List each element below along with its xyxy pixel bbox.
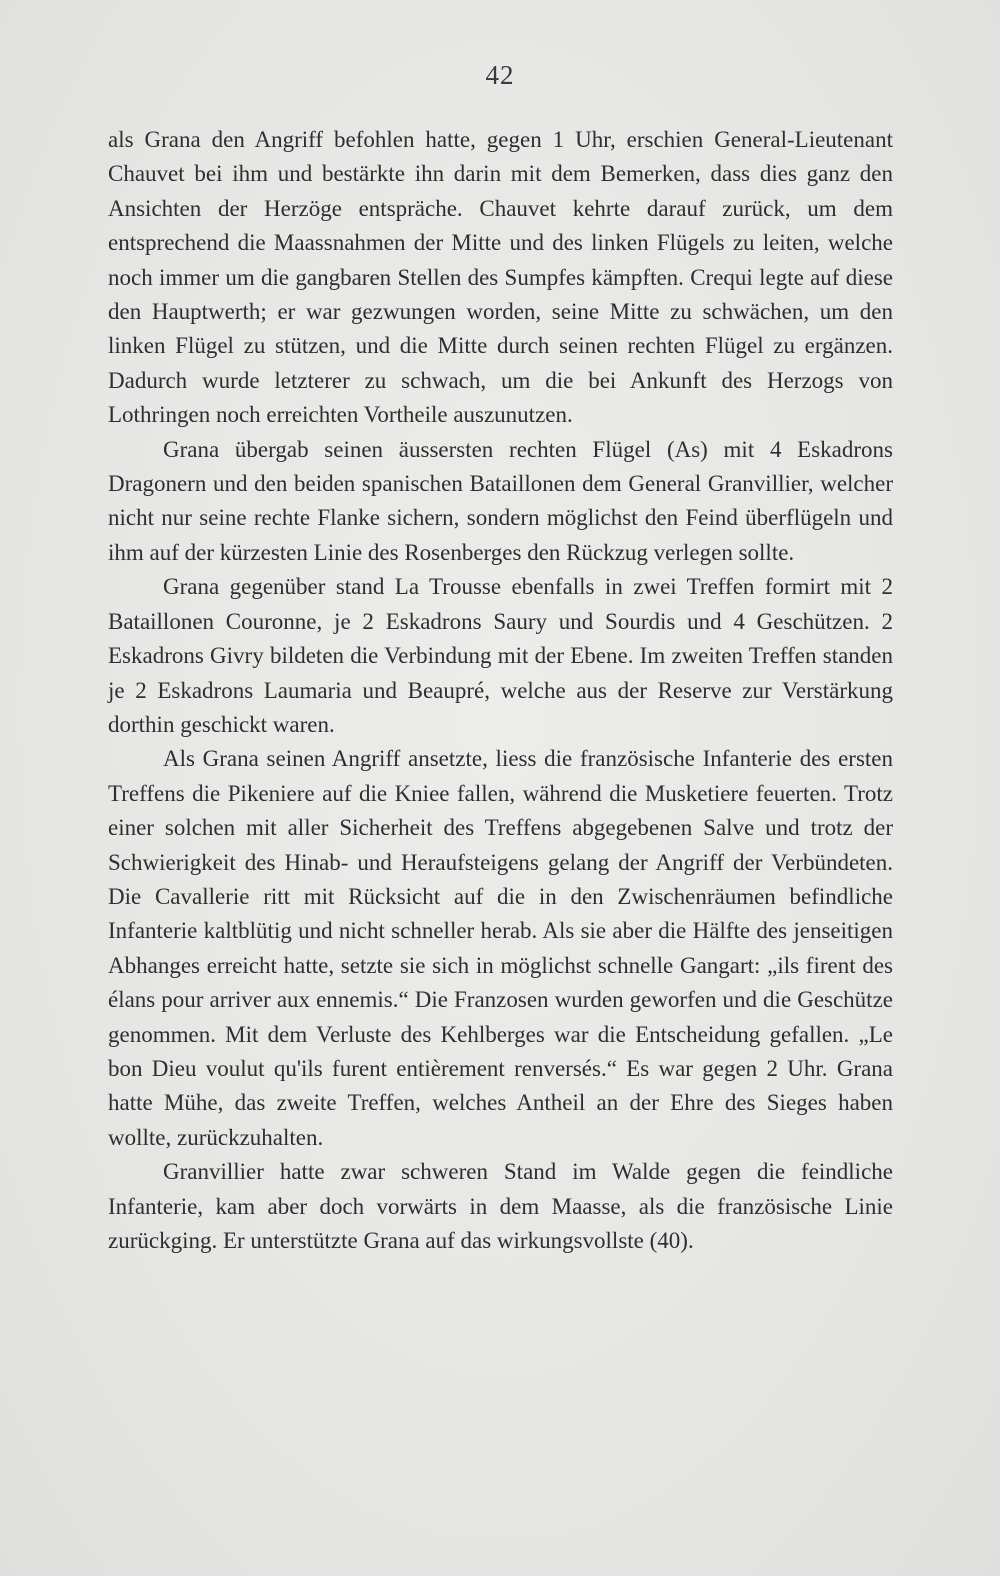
paragraph: Granvillier hatte zwar schweren Stand im Walde gegen die feindliche Infanterie, kam aber doch vorwärts in dem Maasse, als die französische Linie zurückging. Er unterstützte Grana auf das wirkungsvollste (40). [108, 1159, 893, 1253]
paragraph: Grana übergab seinen äussersten rechten Flügel (As) mit 4 Eskadrons Dragonern und den beiden spanischen Bataillonen dem General Granvillier, welcher nicht nur seine rechte Flanke sichern, sondern möglichst den Feind überflügeln und ihm auf der kürzesten Linie des Rosenberges den Rückzug verlegen sollte. [108, 436, 893, 565]
paragraph: als Grana den Angriff befohlen hatte, gegen 1 Uhr, erschien General-Lieutenant Chauvet bei ihm und bestärkte ihn darin mit dem Bemerken, dass dies ganz den Ansichten der Herzöge entspräche. Chauvet kehrte darauf zurück, um dem entsprechend die Maassnahmen der Mitte und des linken Flügels zu leiten, welche noch immer um die gangbaren Stellen des Sumpfes kämpften. Crequi legte auf diese den Hauptwerth; er war gezwungen worden, seine Mitte zu schwächen, um den linken Flügel zu stützen, und die Mitte durch seinen rechten Flügel zu ergänzen. Dadurch wurde letzterer zu schwach, um die bei Ankunft des Herzogs von Lothringen noch erreichten Vortheile auszunutzen. [108, 127, 893, 428]
page-number: 42 [485, 60, 515, 90]
paragraph: Grana gegenüber stand La Trousse ebenfalls in zwei Treffen formirt mit 2 Bataillonen Couronne, je 2 Eskadrons Saury und Sourdis und 4 Geschützen. 2 Eskadrons Givry bildeten die Verbindung mit der Ebene. Im zweiten Treffen standen je 2 Eskadrons Laumaria und Beaupré, welche aus der Reserve zur Verstärkung dorthin geschickt waren. [108, 574, 893, 737]
paragraph: Als Grana seinen Angriff ansetzte, liess die französische Infanterie des ersten Treffens die Pikeniere auf die Kniee fallen, während die Musketiere feuerten. Trotz einer solchen mit aller Sicherheit des Treffens abgegebenen Salve und trotz der Schwierigkeit des Hinab- und Heraufsteigens gelang der Angriff der Verbündeten. Die Cavallerie ritt mit Rücksicht auf die in den Zwischenräumen befindliche Infanterie kaltblütig und nicht schneller herab. Als sie aber die Hälfte des jenseitigen Abhanges erreicht hatte, setzte sie sich in möglichst schnelle Gangart: „ils firent des élans pour arriver aux ennemis.“ Die Franzosen wurden geworfen und die Geschütze genommen. Mit dem Verluste des Kehlberges war die Entscheidung gefallen. „Le bon Dieu voulut qu'ils furent entièrement renversés.“ Es war gegen 2 Uhr. Grana hatte Mühe, das zweite Treffen, welches Antheil an der Ehre des Sieges haben wollte, zurückzuhalten. [108, 746, 893, 1150]
body-text [108, 123, 893, 1258]
